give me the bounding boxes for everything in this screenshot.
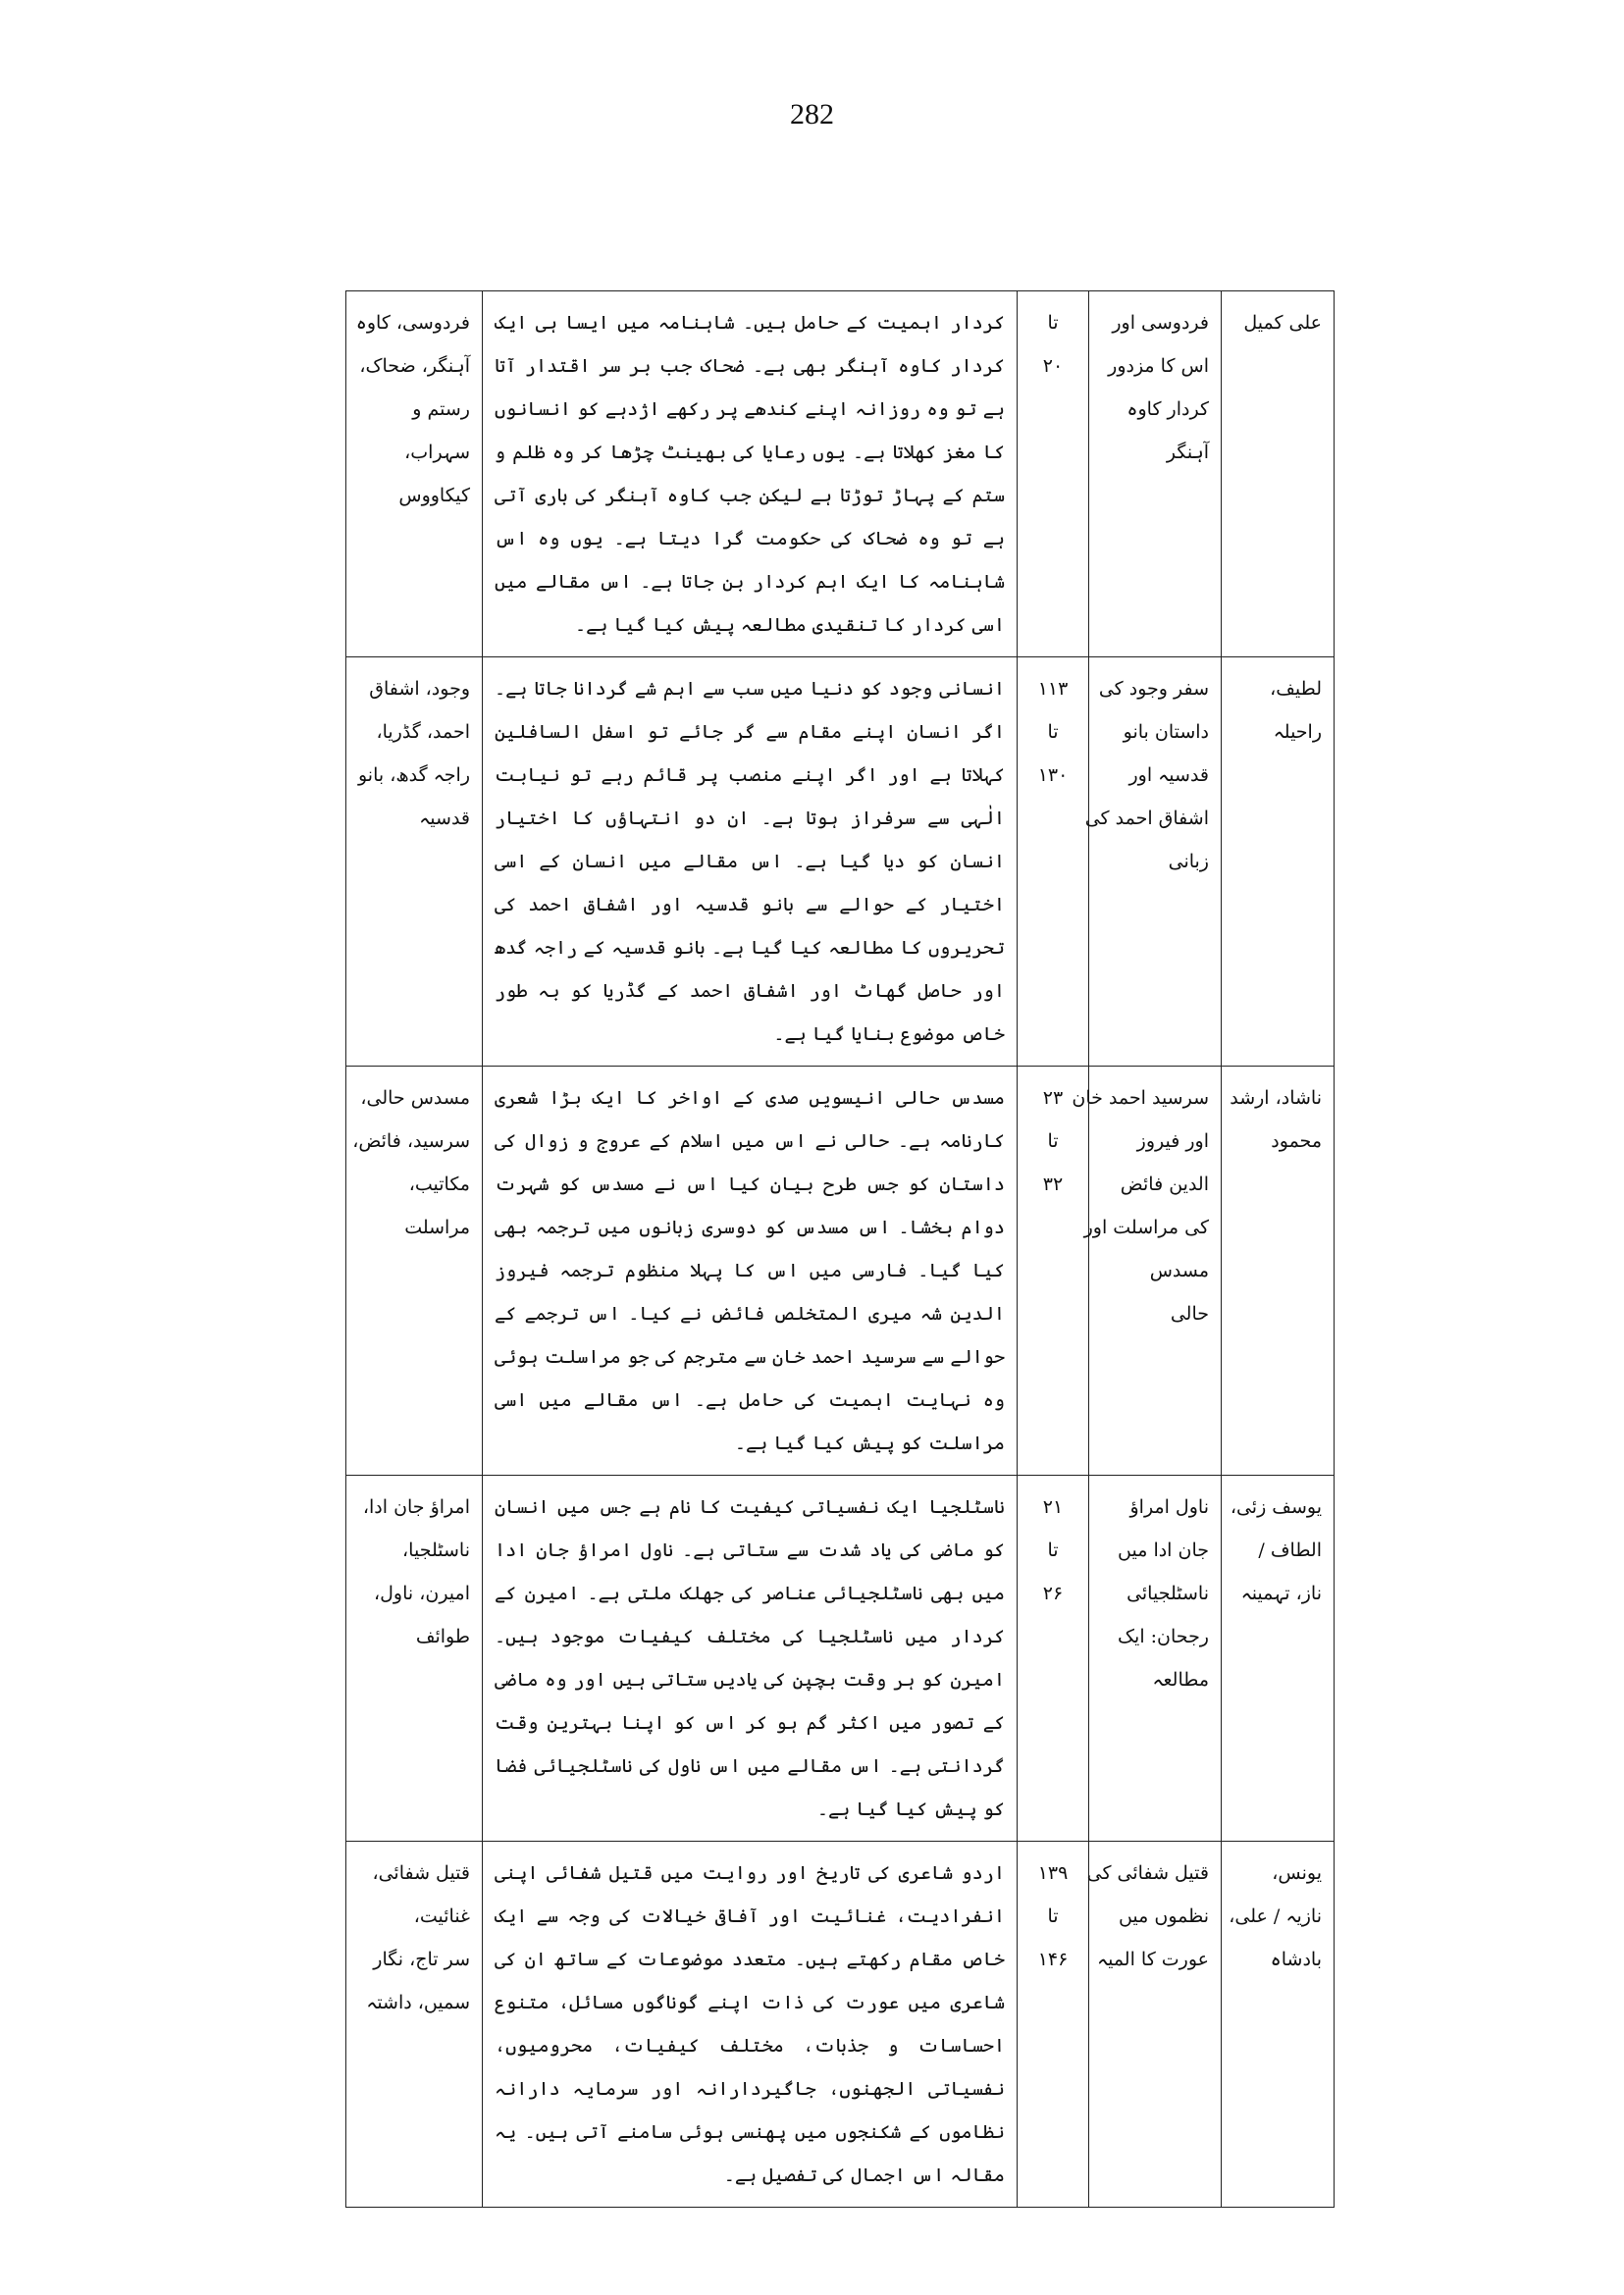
title-line: زبانی <box>1168 851 1209 872</box>
author-line: الطاف / <box>1258 1539 1322 1561</box>
keywords-cell <box>346 1067 483 1476</box>
keywords-line: فردوسی، کاوہ <box>355 312 470 334</box>
pages-line: ۲۱ <box>1042 1496 1064 1518</box>
page-number: 282 <box>790 98 834 130</box>
title-line: عورت کا المیہ <box>1096 1949 1209 1970</box>
title-line: اس کا مزدور <box>1108 355 1209 377</box>
pages-line: ۲۰ <box>1042 355 1064 377</box>
title-cell <box>1089 291 1222 657</box>
title-line: ناسٹلجیائی <box>1126 1583 1209 1604</box>
keywords-line: کیکاووس <box>398 485 470 506</box>
summary-cell <box>483 1842 1018 2208</box>
pages-line: تا <box>1047 1905 1059 1927</box>
title-line: حالی <box>1170 1303 1209 1325</box>
title-line: اشفاق احمد کی <box>1084 808 1209 829</box>
author-cell <box>1222 1067 1335 1476</box>
pages-line: تا <box>1047 1130 1059 1152</box>
title-line: اور فیروز <box>1136 1130 1209 1152</box>
title-cell <box>1072 1067 1222 1476</box>
pages-line: ۲۶ <box>1042 1583 1064 1604</box>
pages-line: تا <box>1047 312 1059 334</box>
summary-text: مسدس حالی انیسویں صدی کے اواخر کا ایک بڑا شعری کارنامہ ہے۔ حالی نے اس میں اسلام کے عروج و زوال کی داستان کو جس طرح بیان کیا اس نے مسدس کو شہرت دوام بخشا۔ اس مسدس کو دوسری زبانوں میں ترجمہ بھی کیا گیا۔ فارسی میں اس کا پہلا منظوم ترجمہ فیروز الدین شہ میری المتخلص فائض نے کیا۔ اس ترجمے کے حوالے سے سرسید احمد خان سے مترجم کی جو مراسلت ہوئی وہ نہایت اہمیت کی حامل ہے۔ اس مقالے میں اسی مراسلت کو پیش کیا گیا ہے۔ <box>495 1087 1005 1454</box>
title-line: سرسید احمد خان <box>1072 1087 1209 1109</box>
keywords-line: احمد، گڈریا، <box>376 721 470 743</box>
author-line: لطیف، <box>1270 678 1322 700</box>
title-line: نظموں میں <box>1118 1905 1209 1927</box>
author-line: ناشاد، ارشد <box>1230 1087 1322 1109</box>
keywords-line: سمیں، داشتہ <box>366 1992 470 2013</box>
pages-cell <box>1018 1067 1089 1476</box>
author-cell <box>1222 657 1335 1067</box>
title-line: کردار کاوہ <box>1126 398 1209 420</box>
pages-line: ۲۳ <box>1042 1087 1064 1109</box>
keywords-line: مسدس حالی، <box>360 1087 470 1109</box>
summary-cell <box>483 291 1018 657</box>
keywords-line: امیرن، ناول، <box>374 1583 470 1604</box>
pages-line: ۱۴۶ <box>1037 1949 1069 1970</box>
pages-line: ۳۲ <box>1042 1174 1064 1195</box>
title-line: کی مراسلت اور <box>1083 1217 1209 1238</box>
keywords-line: آہنگر، ضحاک، <box>359 355 470 377</box>
title-line: مطالعہ <box>1152 1669 1209 1691</box>
keywords-line: سرسید، فائض، <box>352 1130 470 1152</box>
title-line: فردوسی اور <box>1112 312 1209 334</box>
pages-cell <box>1018 657 1089 1067</box>
keywords-cell <box>346 291 483 657</box>
table-row <box>346 291 1335 657</box>
title-line: قتیل شفائی کی <box>1086 1862 1209 1884</box>
pages-cell <box>1018 291 1089 657</box>
title-line: ناول امراؤ <box>1129 1496 1209 1518</box>
author-line: یونس، <box>1272 1862 1322 1884</box>
article-index-table <box>345 290 1335 2208</box>
author-line: علی کمیل <box>1243 312 1322 334</box>
keywords-line: غنائیت، <box>413 1905 470 1927</box>
table-row <box>346 657 1335 1067</box>
keywords-line: مکاتیب، <box>408 1174 470 1195</box>
author-line: محمود <box>1271 1130 1322 1152</box>
summary-text: اردو شاعری کی تاریخ اور روایت میں قتیل شفائی اپنی انفرادیت، غنائیت اور آفاقی خیالات کی وجہ سے ایک خاص مقام رکھتے ہیں۔ متعدد موضوعات کے ساتھ ان کی شاعری میں عورت کی ذات اپنے گوناگوں مسائل، متنوع احساسات و جذبات، مختلف کیفیات، محرومیوں، نفسیاتی الجھنوں، جاگیردارانہ اور سرمایہ دارانہ نظاموں کے شکنجوں میں پھنسی ہوئی سامنے آتی ہیں۔ یہ مقالہ اس اجمال کی تفصیل ہے۔ <box>495 1862 1005 2186</box>
table-row <box>346 1842 1335 2208</box>
keywords-line: سہراب، <box>404 442 470 463</box>
author-line: یوسف زئی، <box>1230 1496 1322 1518</box>
summary-cell <box>483 1476 1018 1842</box>
title-line: الدین فائض <box>1120 1174 1209 1195</box>
keywords-line: سر تاج، نگار <box>373 1949 470 1970</box>
keywords-line: امراؤ جان ادا، <box>362 1496 470 1518</box>
title-line: قدسیہ اور <box>1128 764 1209 786</box>
summary-cell <box>483 1067 1018 1476</box>
pages-cell <box>1018 1476 1089 1842</box>
keywords-line: قتیل شفائی، <box>372 1862 470 1884</box>
keywords-line: مراسلت <box>404 1217 470 1238</box>
title-line: آہنگر <box>1166 442 1209 463</box>
pages-line: ۱۳۰ <box>1037 764 1069 786</box>
title-line: مسدس <box>1149 1260 1209 1281</box>
summary-text: انسانی وجود کو دنیا میں سب سے اہم شے گردانا جاتا ہے۔ اگر انسان اپنے مقام سے گر جائے تو اسفل السافلین کہلاتا ہے اور اگر اپنے منصب پر قائم رہے تو نیابت الٰہی سے سرفراز ہوتا ہے۔ ان دو انتہاؤں کا اختیار انسان کو دیا گیا ہے۔ اس مقالے میں انسان کے اسی اختیار کے حوالے سے بانو قدسیہ اور اشفاق احمد کی تحریروں کا مطالعہ کیا گیا ہے۔ بانو قدسیہ کے راجہ گدھ اور حاصل گھاٹ اور اشفاق احمد کے گڈریا کو بہ طور خاص موضوع بنایا گیا ہے۔ <box>495 678 1005 1045</box>
pages-line: ۱۱۳ <box>1037 678 1069 700</box>
summary-text: کردار اہمیت کے حامل ہیں۔ شاہنامہ میں ایسا ہی ایک کردار کاوہ آہنگر بھی ہے۔ ضحاک جب بر سر اقتدار آتا ہے تو وہ روزانہ اپنے کندھے پر رکھے اژدہے کو انسانوں کا مغز کھلاتا ہے۔ یوں رعایا کی بھینٹ چڑھا کر وہ ظلم و ستم کے پہاڑ توڑتا ہے لیکن جب کاوہ آہنگر کی باری آتی ہے تو وہ ضحاک کی حکومت گرا دیتا ہے۔ یوں وہ اس شاہنامہ کا ایک اہم کردار بن جاتا ہے۔ اس مقالے میں اسی کردار کا تنقیدی مطالعہ پیش کیا گیا ہے۔ <box>495 312 1005 636</box>
title-line: داستان بانو <box>1123 721 1209 743</box>
author-line: بادشاہ <box>1270 1949 1322 1970</box>
summary-text: ناسٹلجیا ایک نفسیاتی کیفیت کا نام ہے جس میں انسان کو ماضی کی یاد شدت سے ستاتی ہے۔ ناول امراؤ جان ادا میں بھی ناسٹلجیائی عناصر کی جھلک ملتی ہے۔ امیرن کے کردار میں ناسٹلجیا کی مختلف کیفیات موجود ہیں۔ امیرن کو ہر وقت بچپن کی یادیں ستاتی ہیں اور وہ ماضی کے تصور میں اکثر گم ہو کر اس کو اپنا بہترین وقت گردانتی ہے۔ اس مقالے میں اس ناول کی ناسٹلجیائی فضا کو پیش کیا گیا ہے۔ <box>495 1496 1005 1820</box>
title-line: جان ادا میں <box>1118 1539 1209 1561</box>
author-cell <box>1222 1842 1335 2208</box>
pages-line: ۱۳۹ <box>1037 1862 1069 1884</box>
pages-line: تا <box>1047 721 1059 743</box>
table-row <box>346 1476 1335 1842</box>
keywords-line: وجود، اشفاق <box>369 678 470 700</box>
title-cell <box>1089 1476 1222 1842</box>
keywords-line: قدسیہ <box>419 808 470 829</box>
pages-line: تا <box>1047 1539 1059 1561</box>
keywords-line: طوائف <box>415 1626 470 1647</box>
keywords-cell <box>346 1842 483 2208</box>
author-cell <box>1222 291 1335 657</box>
title-line: سفر وجود کی <box>1098 678 1209 700</box>
keywords-line: رستم و <box>412 398 470 420</box>
keywords-line: ناسٹلجیا، <box>402 1539 470 1561</box>
author-line: نازیہ / علی، <box>1229 1905 1322 1927</box>
summary-cell <box>483 657 1018 1067</box>
keywords-cell <box>346 1476 483 1842</box>
title-line: رجحان: ایک <box>1118 1626 1209 1647</box>
author-line: راحیلہ <box>1273 721 1322 743</box>
title-cell <box>1086 1842 1222 2208</box>
author-cell <box>1222 1476 1335 1842</box>
keywords-cell <box>346 657 483 1067</box>
table-row <box>346 1067 1335 1476</box>
title-cell <box>1084 657 1222 1067</box>
keywords-line: راجہ گدھ، بانو <box>357 764 470 786</box>
pages-cell <box>1018 1842 1089 2208</box>
author-line: ناز، تہمینہ <box>1240 1583 1322 1604</box>
